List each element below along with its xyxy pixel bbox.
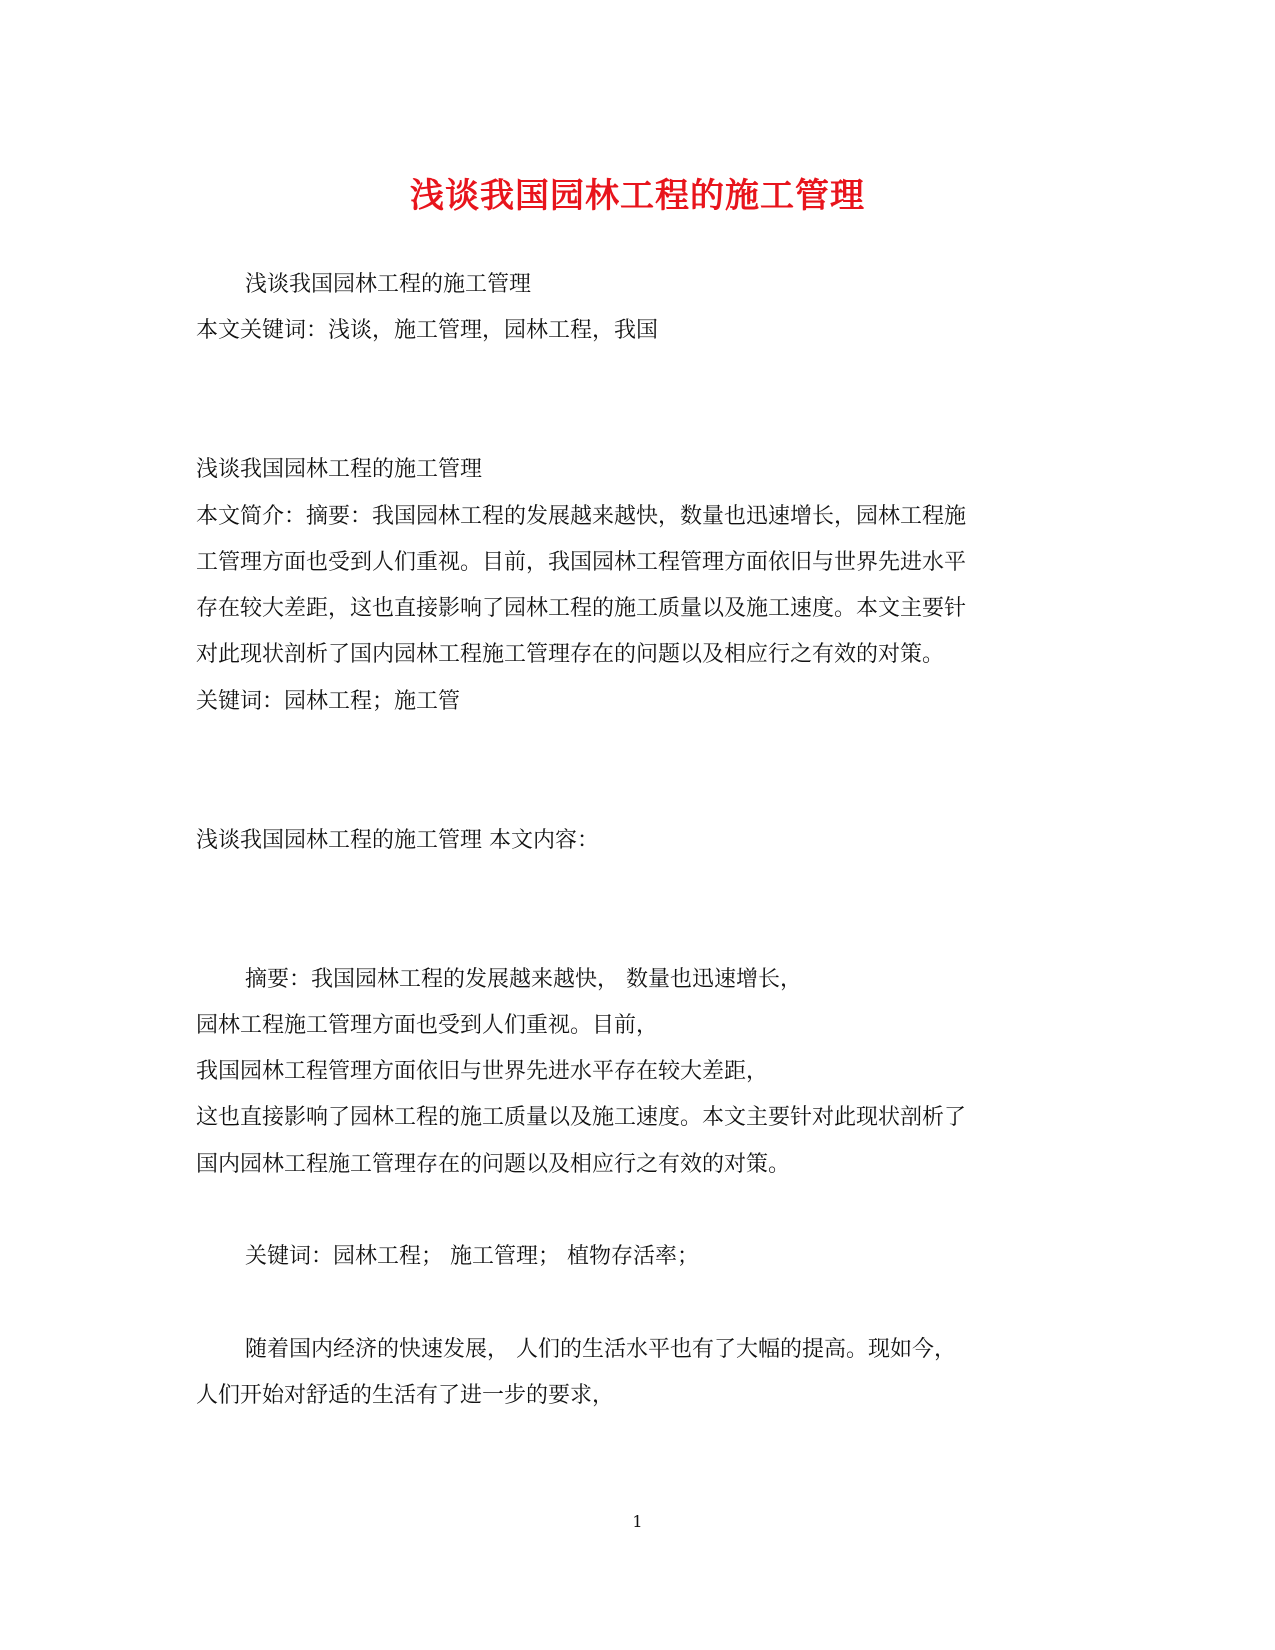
abstract-line: 我国园林工程管理方面依旧与世界先进水平存在较大差距，	[196, 1059, 769, 1084]
section-heading: 浅谈我国园林工程的施工管理	[196, 457, 483, 482]
summary-line: 本文简介：摘要：我国园林工程的发展越来越快，数量也迅速增长，园林工程施	[196, 504, 967, 529]
document-title: 浅谈我国园林工程的施工管理	[410, 176, 865, 216]
keywords-paragraph: 关键词：园林工程； 施工管理； 植物存活率；	[245, 1244, 699, 1269]
abstract-line: 这也直接影响了园林工程的施工质量以及施工速度。本文主要针对此现状剖析了	[196, 1105, 967, 1130]
body-line: 人们开始对舒适的生活有了进一步的要求，	[196, 1383, 615, 1408]
content-heading: 浅谈我国园林工程的施工管理 本文内容：	[196, 828, 599, 853]
abstract-line: 园林工程施工管理方面也受到人们重视。目前，	[196, 1013, 659, 1038]
summary-line: 对此现状剖析了国内园林工程施工管理存在的问题以及相应行之有效的对策。	[196, 642, 945, 667]
page-number: 1	[632, 1512, 643, 1531]
body-line: 随着国内经济的快速发展， 人们的生活水平也有了大幅的提高。现如今，	[245, 1337, 956, 1362]
keywords-line: 本文关键词：浅谈，施工管理，园林工程，我国	[196, 318, 659, 343]
intro-heading: 浅谈我国园林工程的施工管理	[245, 272, 532, 297]
abstract-line: 国内园林工程施工管理存在的问题以及相应行之有效的对策。	[196, 1152, 791, 1177]
abstract-line: 摘要：我国园林工程的发展越来越快， 数量也迅速增长，	[245, 967, 802, 992]
summary-line: 工管理方面也受到人们重视。目前，我国园林工程管理方面依旧与世界先进水平	[196, 550, 967, 575]
summary-keywords: 关键词：园林工程；施工管	[196, 689, 461, 714]
summary-line: 存在较大差距，这也直接影响了园林工程的施工质量以及施工速度。本文主要针	[196, 596, 967, 621]
